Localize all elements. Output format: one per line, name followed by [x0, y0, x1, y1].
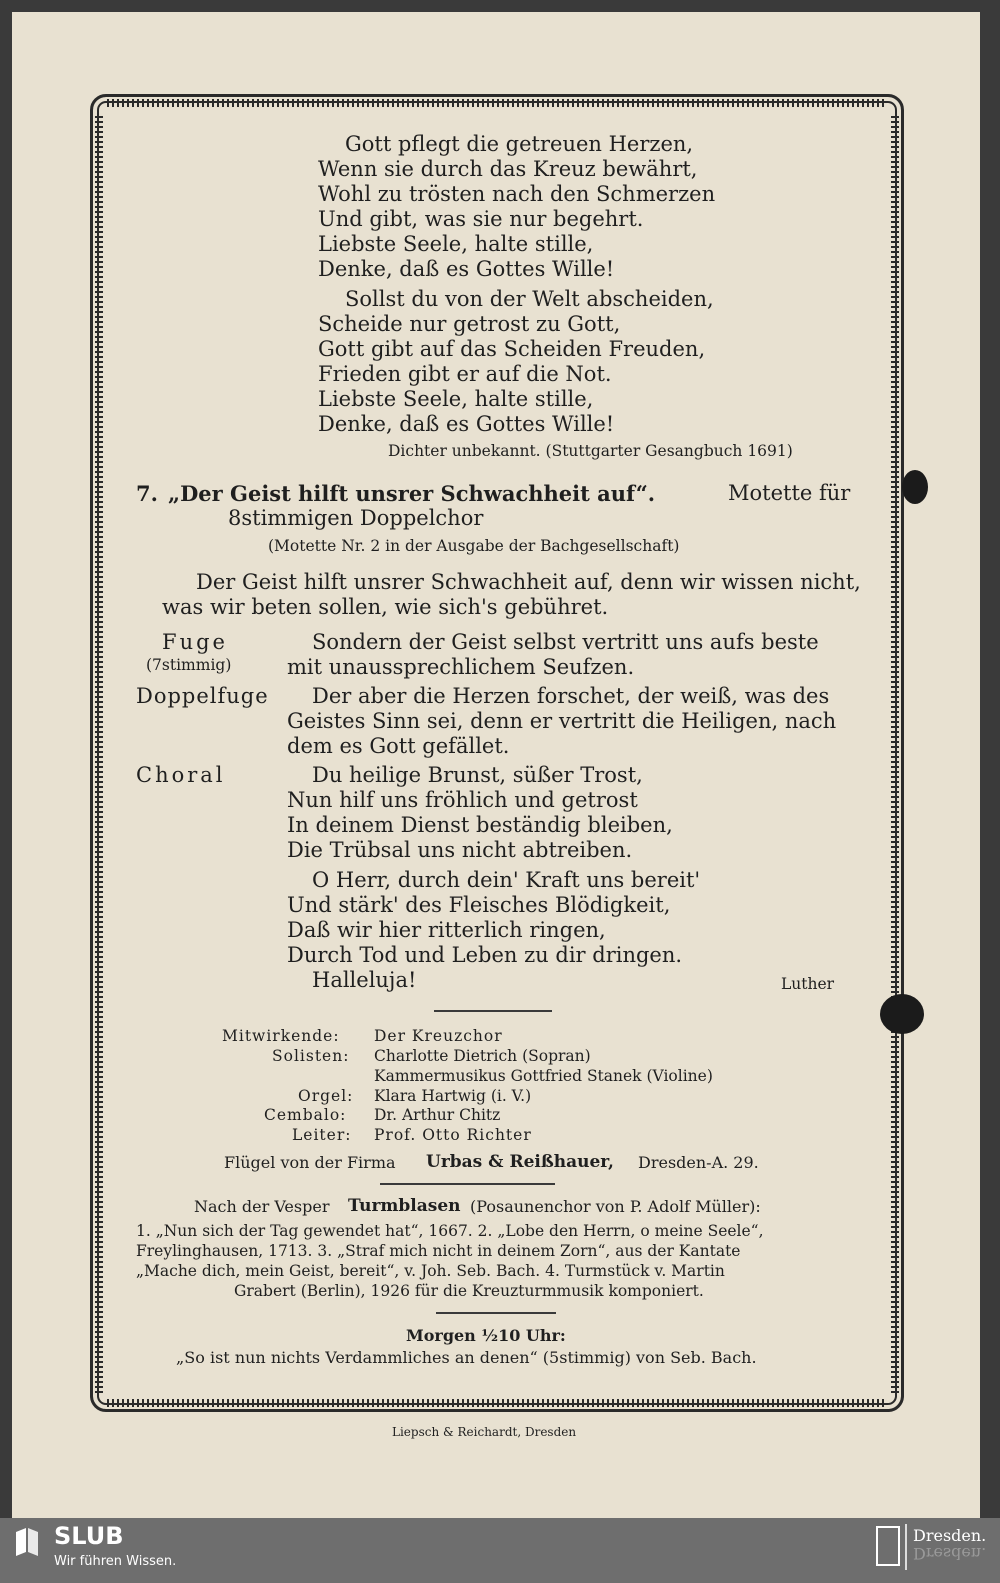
leiter-value: Prof. Otto Richter: [374, 1126, 532, 1144]
doppelfuge-text: Der aber die Herzen forschet, der weiß, was des: [312, 684, 830, 708]
divider: [436, 1312, 556, 1314]
leiter-label: Leiter:: [292, 1126, 352, 1144]
fuge-text: Sondern der Geist selbst vertritt uns aufs beste: [312, 630, 819, 654]
poem-line: Frieden gibt er auf die Not.: [318, 362, 612, 386]
choral-line: Und stärk' des Fleisches Blödigkeit,: [287, 893, 671, 917]
motet-intro: Der Geist hilft unsrer Schwachheit auf, denn wir wissen nicht,: [196, 570, 861, 594]
solisten-label: Solisten:: [272, 1047, 350, 1065]
poem-line: Wenn sie durch das Kreuz bewährt,: [318, 157, 698, 181]
motet-title-rest: Motette für: [728, 481, 851, 505]
punch-hole-bottom: [880, 994, 924, 1034]
divider: [380, 1183, 555, 1185]
divider: [434, 1010, 552, 1012]
fluegel-address: Dresden-A. 29.: [638, 1153, 759, 1172]
poem-credit: Dichter unbekannt. (Stuttgarter Gesangbuch 1691): [388, 442, 793, 460]
motet-number: 7.: [136, 481, 158, 506]
poem-line: Sollst du von der Welt abscheiden,: [345, 287, 714, 311]
motet-intro: was wir beten sollen, wie sich's gebühret.: [162, 595, 609, 619]
fuge-text: mit unaussprechlichem Seufzen.: [287, 655, 635, 679]
turm-head-a: Nach der Vesper: [194, 1197, 330, 1216]
turm-head-c: (Posaunenchor von P. Adolf Müller):: [470, 1197, 761, 1216]
dresden-wordmark: Dresden.: [913, 1526, 987, 1545]
choral-line: Halleluja!: [312, 968, 417, 992]
slub-tagline: Wir führen Wissen.: [54, 1554, 177, 1569]
dresden-crest-icon: [876, 1526, 900, 1566]
slub-brand: SLUB: [54, 1522, 124, 1550]
choral-line: Die Trübsal uns nicht abtreiben.: [287, 838, 633, 862]
choral-line: Durch Tod und Leben zu dir dringen.: [287, 943, 683, 967]
choral-label: Choral: [136, 763, 226, 787]
book-logo-icon: [14, 1526, 40, 1556]
poem-line: Wohl zu trösten nach den Schmerzen: [318, 182, 716, 206]
morgen-head: Morgen ½10 Uhr:: [406, 1326, 566, 1345]
solisten-value: Kammermusikus Gottfried Stanek (Violine): [374, 1067, 713, 1085]
morgen-line: „So ist nun nichts Verdammliches an denen“ (5stimmig) von Seb. Bach.: [176, 1348, 757, 1367]
mitwirkende-label: Mitwirkende:: [222, 1027, 340, 1045]
poem-line: Denke, daß es Gottes Wille!: [318, 257, 615, 281]
fluegel-text: Flügel von der Firma: [224, 1153, 396, 1172]
turm-line: Grabert (Berlin), 1926 für die Kreuzturmmusik komponiert.: [234, 1282, 704, 1300]
orgel-label: Orgel:: [298, 1087, 354, 1105]
poem-line: Liebste Seele, halte stille,: [318, 387, 594, 411]
mitwirkende-value: Der Kreuzchor: [374, 1027, 503, 1045]
choral-line: Du heilige Brunst, süßer Trost,: [312, 763, 643, 787]
motet-subtitle: 8stimmigen Doppelchor: [228, 506, 484, 530]
choral-line: O Herr, durch dein' Kraft uns bereit': [312, 868, 701, 892]
motet-note: (Motette Nr. 2 in der Ausgabe der Bachgesellschaft): [268, 537, 680, 555]
poem-line: Liebste Seele, halte stille,: [318, 232, 594, 256]
doppelfuge-text: Geistes Sinn sei, denn er vertritt die Heiligen, nach: [287, 709, 837, 733]
punch-hole-top: [902, 470, 928, 504]
choral-line: In deinem Dienst beständig bleiben,: [287, 813, 673, 837]
choral-credit: Luther: [781, 975, 835, 993]
turm-head-b: Turmblasen: [348, 1196, 461, 1216]
poem-line: Und gibt, was sie nur begehrt.: [318, 207, 644, 231]
poem-line: Denke, daß es Gottes Wille!: [318, 412, 615, 436]
orgel-value: Klara Hartwig (i. V.): [374, 1087, 532, 1105]
turm-line: Freylinghausen, 1713. 3. „Straf mich nicht in deinem Zorn“, aus der Kantate: [136, 1242, 741, 1260]
slub-footer: [0, 1518, 1000, 1583]
dresden-wordmark-mirror: Dresden.: [913, 1544, 987, 1563]
solisten-value: Charlotte Dietrich (Sopran): [374, 1047, 591, 1065]
fuge-label: Fuge: [162, 630, 228, 654]
choral-line: Daß wir hier ritterlich ringen,: [287, 918, 606, 942]
turm-line: „Mache dich, mein Geist, bereit“, v. Joh. Seb. Bach. 4. Turmstück v. Martin: [136, 1262, 725, 1280]
poem-line: Scheide nur getrost zu Gott,: [318, 312, 621, 336]
choral-line: Nun hilf uns fröhlich und getrost: [287, 788, 638, 812]
poem-line: Gott gibt auf das Scheiden Freuden,: [318, 337, 706, 361]
doppelfuge-label: Doppelfuge: [136, 684, 269, 708]
cembalo-label: Cembalo:: [264, 1106, 347, 1124]
cembalo-value: Dr. Arthur Chitz: [374, 1106, 501, 1124]
motet-title: „Der Geist hilft unsrer Schwachheit auf“.: [168, 481, 656, 506]
doppelfuge-text: dem es Gott gefället.: [287, 734, 510, 758]
poem-line: Gott pflegt die getreuen Herzen,: [345, 132, 694, 156]
fuge-sub: (7stimmig): [146, 656, 232, 674]
footer-divider: [905, 1524, 907, 1570]
fluegel-firm: Urbas & Reißhauer,: [426, 1152, 614, 1172]
printer-credit: Liepsch & Reichardt, Dresden: [392, 1425, 577, 1439]
turm-line: 1. „Nun sich der Tag gewendet hat“, 1667. 2. „Lobe den Herrn, o meine Seele“,: [136, 1222, 764, 1240]
